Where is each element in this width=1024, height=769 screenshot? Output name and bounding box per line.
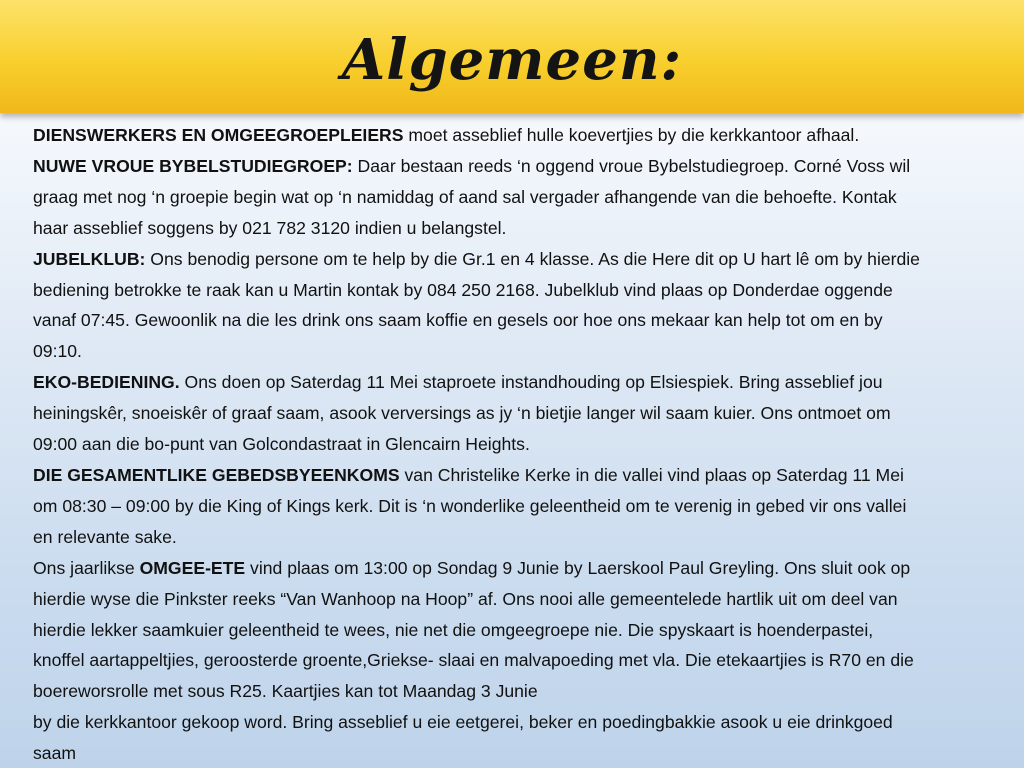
text-line <box>33 182 1008 213</box>
text-line <box>33 275 1008 306</box>
line-text: moet asseblief hulle koevertjies by die kerkkantoor afhaal. <box>403 125 860 145</box>
line-bold: NUWE VROUE BYBELSTUDIEGROEP: <box>33 155 353 176</box>
line-text: vanaf 07:45. Gewoonlik na die les drink ons saam koffie en gesels oor hoe ons mekaar kan help tot om en by <box>33 310 883 331</box>
text-line <box>33 615 1008 646</box>
line-text: saam <box>33 743 77 764</box>
text-line <box>33 213 1008 244</box>
line-bold: DIENSWERKERS EN OMGEEGROEPLEIERS <box>33 125 404 145</box>
line-text: knoffel aartappeltjies, geroosterde groente,Griekse- slaai en malvapoeding met vla. Die etekaartjies is R70 en die <box>33 650 914 671</box>
line-bold: JUBELKLUB: <box>33 248 146 269</box>
line-text: vind plaas om 13:00 op Sondag 9 Junie by Laerskool Paul Greyling. Ons sluit ook op <box>245 557 911 578</box>
text-line <box>33 645 1008 676</box>
text-line <box>33 120 1008 151</box>
line-text: Ons doen op Saterdag 11 Mei staproete instandhouding op Elsiespiek. Bring asseblief jou <box>179 372 883 393</box>
line-bold: DIE GESAMENTLIKE GEBEDSBYEENKOMS <box>33 464 400 485</box>
line-text: 09:10. <box>33 341 82 362</box>
line-text: om 08:30 – 09:00 by die King of Kings kerk. Dit is ‘n wonderlike geleentheid om te verenig in gebed vir ons vallei <box>33 495 907 516</box>
text-line <box>33 367 1008 398</box>
slide-title: Algemeen: <box>341 26 683 93</box>
line-text: by die kerkkantoor gekoop word. Bring asseblief u eie eetgerei, beker en poedingbakkie asook u eie drinkgoed <box>33 712 893 733</box>
text-line <box>33 305 1008 336</box>
line-text: heiningskêr, snoeiskêr of graaf saam, asook verversings as jy ‘n bietjie langer wil saam kuier. Ons ontmoet om <box>33 403 891 424</box>
announcements-body <box>33 120 1008 769</box>
line-text: hierdie wyse die Pinkster reeks “Van Wanhoop na Hoop” af. Ons nooi alle gemeentelede hartlik uit om deel van <box>33 588 898 609</box>
text-line <box>33 707 1008 738</box>
text-line <box>33 738 1008 769</box>
text-line <box>33 553 1008 584</box>
line-pre: Ons jaarlikse <box>33 557 140 578</box>
line-text: 09:00 aan die bo-punt van Golcondastraat in Glencairn Heights. <box>33 434 530 455</box>
text-line <box>33 676 1008 707</box>
text-line <box>33 460 1008 491</box>
text-line <box>33 151 1008 182</box>
line-text: hierdie lekker saamkuier geleentheid te wees, nie net die omgeegroepe nie. Die spyskaart is hoenderpastei, <box>33 619 874 640</box>
line-text: graag met nog ‘n groepie begin wat op ‘n namiddag of aand sal vergader afhangende van die behoefte. Kontak <box>33 186 897 207</box>
line-text: Ons benodig persone om te help by die Gr.1 en 4 klasse. As die Here dit op U hart lê om by hierdie <box>145 248 920 269</box>
line-bold: EKO-BEDIENING. <box>33 372 180 393</box>
text-line <box>33 398 1008 429</box>
text-line <box>33 491 1008 522</box>
line-text: haar asseblief soggens by 021 782 3120 indien u belangstel. <box>33 217 507 238</box>
text-line <box>33 584 1008 615</box>
line-text: bediening betrokke te raak kan u Martin kontak by 084 250 2168. Jubelklub vind plaas op Donderdae oggende <box>33 279 893 300</box>
text-line <box>33 244 1008 275</box>
line-text: boereworsrolle met sous R25. Kaartjies kan tot Maandag 3 Junie <box>33 681 538 702</box>
line-text: en relevante sake. <box>33 526 177 547</box>
text-line <box>33 522 1008 553</box>
line-bold: OMGEE-ETE <box>139 557 246 578</box>
line-text: van Christelike Kerke in die vallei vind plaas op Saterdag 11 Mei <box>399 464 904 485</box>
text-line <box>33 429 1008 460</box>
text-line <box>33 336 1008 367</box>
title-banner <box>0 0 1024 113</box>
line-text: Daar bestaan reeds ‘n oggend vroue Bybelstudiegroep. Corné Voss wil <box>352 155 911 176</box>
